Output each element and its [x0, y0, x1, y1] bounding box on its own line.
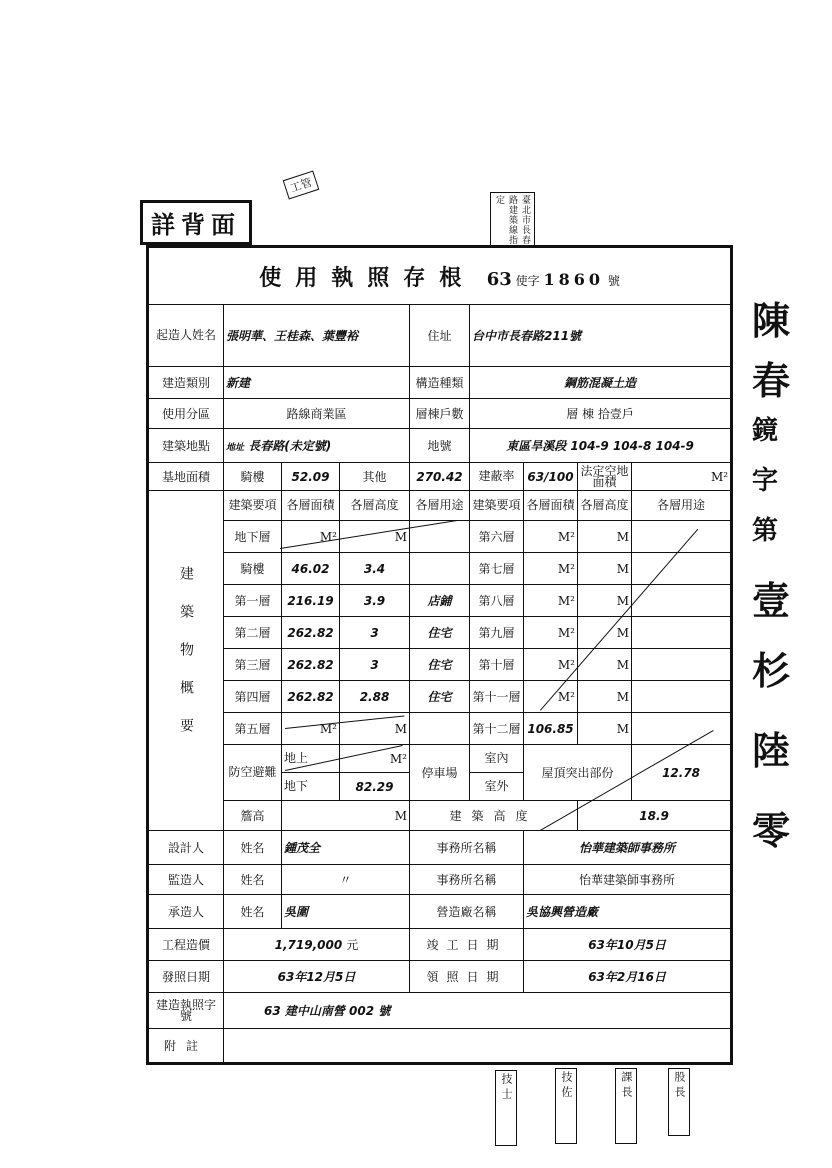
signature-stamp: 課長	[615, 1068, 637, 1144]
floor-right-height-unit: M	[578, 521, 632, 553]
col-height-left: 各層高度	[340, 491, 410, 521]
shelter-above-label: 地上	[282, 745, 340, 773]
floor-right-height-unit: M	[578, 585, 632, 617]
designer-label: 設計人	[148, 831, 224, 865]
floor-right-name: 第十層	[470, 649, 524, 681]
cost-label: 工程造價	[148, 929, 224, 961]
floor-left-height-unit: M	[340, 521, 410, 553]
coverage-label: 建蔽率	[470, 463, 524, 491]
lot-label: 地號	[410, 429, 470, 463]
floor-left-name: 第四層	[224, 681, 282, 713]
floor-right-use	[632, 553, 732, 585]
license-prefix: 63	[486, 268, 512, 290]
floor-right-height-unit: M	[578, 713, 632, 745]
contractor-company-label: 營造廠名稱	[410, 895, 524, 929]
floor-left-height: 3	[340, 649, 410, 681]
floor-row	[148, 649, 732, 681]
shelter-label: 防空避難	[224, 745, 282, 801]
floor-right-use	[632, 585, 732, 617]
issue-label: 發照日期	[148, 961, 224, 993]
designer-office-label: 事務所名稱	[410, 831, 524, 865]
margin-char: 第	[752, 516, 779, 546]
col-area-left: 各層面積	[282, 491, 340, 521]
open-space-label: 法定空地面積	[578, 463, 632, 491]
floor-left-name: 騎樓	[224, 553, 282, 585]
form-title: 使用執照存根	[259, 264, 476, 291]
receive-date: 63年2月16日	[524, 961, 732, 993]
floor-right-height-unit: M	[578, 553, 632, 585]
floor-right-name: 第七層	[470, 553, 524, 585]
floor-right-unit: M²	[524, 681, 578, 713]
floor-row	[148, 521, 732, 553]
zone-value: 路線商業區	[224, 399, 410, 429]
parking-in-label: 室內	[470, 745, 524, 773]
build-type-value: 新建	[224, 367, 410, 399]
license-suffix: 號	[607, 273, 620, 288]
parking-label: 停車場	[410, 745, 470, 801]
license-type: 使字	[515, 273, 540, 288]
floors-label: 層棟戶數	[410, 399, 470, 429]
site-sublabel: 地址	[226, 443, 245, 453]
cost-cell	[224, 929, 410, 961]
floor-right-height-unit: M	[578, 617, 632, 649]
structure-value: 鋼筋混凝土造	[470, 367, 732, 399]
site-label: 建築地點	[148, 429, 224, 463]
permit-label: 建造執照字號	[148, 993, 224, 1029]
floor-right-unit: M²	[524, 521, 578, 553]
lot-value: 東區旱溪段 104-9 104-8 104-9	[470, 429, 732, 463]
structure-label: 構造種類	[410, 367, 470, 399]
floor-right-use	[632, 617, 732, 649]
designer-name: 鍾茂全	[282, 831, 410, 865]
floor-left-name: 地下層	[224, 521, 282, 553]
designer-name-label: 姓名	[224, 831, 282, 865]
col-item-right: 建築要項	[470, 491, 524, 521]
floor-left-height: 2.88	[340, 681, 410, 713]
form-title-row	[148, 247, 732, 305]
contractor-label: 承造人	[148, 895, 224, 929]
floor-left-name: 第一層	[224, 585, 282, 617]
arcade-area: 52.09	[282, 463, 340, 491]
col-use-right: 各層用途	[632, 491, 732, 521]
floor-left-use: 住宅	[410, 617, 470, 649]
floor-right-name: 第九層	[470, 617, 524, 649]
signature-stamp: 技佐	[555, 1068, 577, 1144]
total-height-label: 建築高度	[410, 801, 578, 831]
supervisor-label: 監造人	[148, 865, 224, 895]
corner-note: 工管	[283, 171, 320, 200]
shelter-below-value: 82.29	[340, 773, 410, 801]
floor-right-use	[632, 713, 732, 745]
signature-stamp: 股長	[668, 1068, 690, 1136]
build-type-label: 建造類別	[148, 367, 224, 399]
floor-left-height: 3	[340, 617, 410, 649]
floor-right-height-unit: M	[578, 649, 632, 681]
address-value: 台中市長春路211號	[470, 305, 732, 367]
floor-left-area: 262.82	[282, 649, 340, 681]
floor-left-area: 216.19	[282, 585, 340, 617]
parking-out-label: 室外	[470, 773, 524, 801]
complete-label: 竣工日期	[410, 929, 524, 961]
floor-right-name: 第十一層	[470, 681, 524, 713]
floor-left-use: 店鋪	[410, 585, 470, 617]
margin-char: 字	[752, 466, 779, 496]
permit-value: 63 建中山南營 002 號	[224, 993, 732, 1029]
remark-label: 附註	[148, 1029, 224, 1064]
margin-char: 春	[752, 359, 791, 403]
supervisor-name-label: 姓名	[224, 865, 282, 895]
builder-label: 起造人姓名	[148, 305, 224, 367]
open-space-unit: M²	[632, 463, 732, 491]
contractor-name: 吳圍	[282, 895, 410, 929]
floor-row	[148, 617, 732, 649]
contractor-name-label: 姓名	[224, 895, 282, 929]
roof-value: 12.78	[632, 745, 732, 801]
floor-left-name: 第三層	[224, 649, 282, 681]
cost-unit: 元	[346, 938, 359, 952]
top-right-note: 臺北市長春路建築線指定	[490, 192, 535, 248]
issue-date: 63年12月5日	[224, 961, 410, 993]
floor-right-name: 第八層	[470, 585, 524, 617]
floors-value: 層 棟 拾壹戶	[470, 399, 732, 429]
zone-label: 使用分區	[148, 399, 224, 429]
complete-date: 63年10月5日	[524, 929, 732, 961]
floor-left-name: 第二層	[224, 617, 282, 649]
supervisor-office: 怡華建築師事務所	[524, 865, 732, 895]
detail-back-stamp: 詳背面	[140, 200, 252, 245]
eave-label: 簷高	[224, 801, 282, 831]
other-label: 其他	[340, 463, 410, 491]
margin-char: 陳	[752, 299, 791, 343]
floor-left-use: 住宅	[410, 681, 470, 713]
designer-office: 怡華建築師事務所	[524, 831, 732, 865]
remark-value	[224, 1029, 732, 1064]
eave-unit: M	[282, 801, 410, 831]
floor-right-use	[632, 649, 732, 681]
floor-left-unit: M²	[282, 521, 340, 553]
margin-char: 陸	[752, 729, 791, 773]
floor-row	[148, 553, 732, 585]
floor-right-note: 106.85	[524, 713, 578, 745]
col-use-left: 各層用途	[410, 491, 470, 521]
supervisor-name: 〃	[282, 865, 410, 895]
contractor-company: 吳協興營造廠	[524, 895, 732, 929]
address-label: 住址	[410, 305, 470, 367]
site-value-cell	[224, 429, 410, 463]
col-area-right: 各層面積	[524, 491, 578, 521]
shelter-below-label: 地下	[282, 773, 340, 801]
col-height-right: 各層高度	[578, 491, 632, 521]
cost-value: 1,719,000	[274, 938, 343, 952]
margin-char: 壹	[752, 579, 791, 623]
other-area: 270.42	[410, 463, 470, 491]
building-section-label: 建築物概要	[148, 491, 224, 831]
floor-left-area: 46.02	[282, 553, 340, 585]
receive-label: 領照日期	[410, 961, 524, 993]
margin-char: 鏡	[752, 416, 779, 446]
floor-left-use	[410, 713, 470, 745]
floor-left-unit: M²	[282, 713, 340, 745]
floor-right-unit: M²	[524, 585, 578, 617]
supervisor-office-label: 事務所名稱	[410, 865, 524, 895]
builder-name: 張明華、王桂森、葉豐裕	[224, 305, 410, 367]
total-height-value: 18.9	[578, 801, 732, 831]
margin-char: 杉	[752, 649, 791, 693]
floor-right-unit: M²	[524, 553, 578, 585]
floor-left-height-unit: M	[340, 713, 410, 745]
col-item-left: 建築要項	[224, 491, 282, 521]
floor-right-unit: M²	[524, 649, 578, 681]
license-form-table	[146, 245, 733, 1065]
floor-left-use	[410, 553, 470, 585]
floor-row	[148, 681, 732, 713]
coverage-value: 63/100	[524, 463, 578, 491]
floor-right-name: 第十二層	[470, 713, 524, 745]
arcade-label: 騎樓	[224, 463, 282, 491]
floor-row	[148, 713, 732, 745]
floor-left-height: 3.9	[340, 585, 410, 617]
signature-stamp: 技士	[495, 1070, 517, 1146]
floor-left-height: 3.4	[340, 553, 410, 585]
license-number: 1860	[543, 269, 604, 289]
floor-left-area: 262.82	[282, 681, 340, 713]
floor-left-name: 第五層	[224, 713, 282, 745]
area-label: 基地面積	[148, 463, 224, 491]
floor-right-height-unit: M	[578, 681, 632, 713]
shelter-above-unit: M²	[340, 745, 410, 773]
floor-left-area: 262.82	[282, 617, 340, 649]
floor-right-name: 第六層	[470, 521, 524, 553]
margin-char: 零	[752, 809, 791, 853]
floor-right-unit: M²	[524, 617, 578, 649]
floor-left-use: 住宅	[410, 649, 470, 681]
roof-label: 屋頂突出部份	[524, 745, 632, 801]
floor-right-use	[632, 681, 732, 713]
site-value: 長春路(未定號)	[248, 439, 332, 453]
